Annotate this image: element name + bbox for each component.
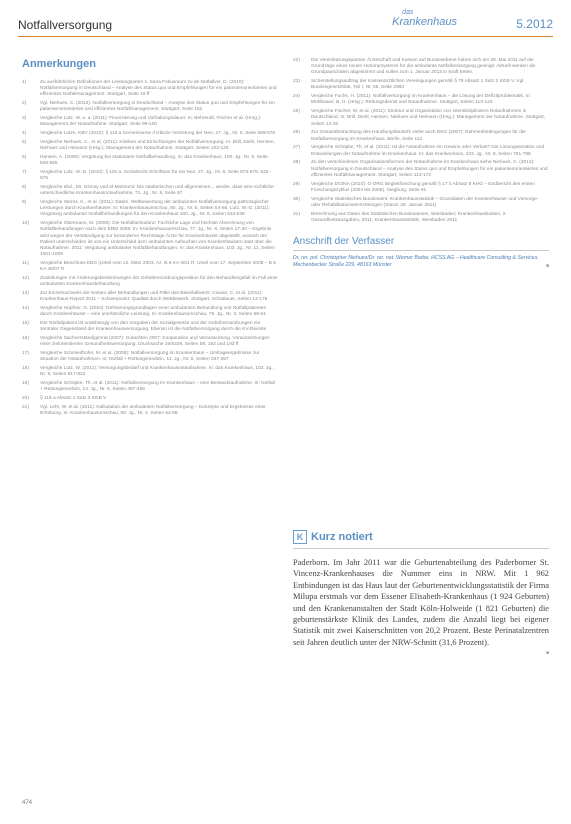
annotation-item bbox=[22, 291, 278, 303]
annotation-text: Vgl. Niehues, C. (2012): Notfallversorgung in Deutschland – Analyse des Status quo und Empfehlungen für ein patientenorientiertes und effizientes Notfallmanagement. Stuttgart, Seite 152 bbox=[40, 101, 275, 113]
annotation-text: Vergleiche Statistisches Bundesamt: Krankenhausstatistik – Grunddaten der Krankenhäuser und Vorsorge- oder Rehabilitationseinrichtungen (Stand: 29. Januar 2011) bbox=[311, 196, 539, 208]
annotation-number: 24) bbox=[293, 94, 300, 100]
right-column bbox=[293, 58, 549, 269]
annotation-item bbox=[22, 101, 278, 113]
annotation-number: 27) bbox=[293, 145, 300, 151]
annotation-text: Vergleiche Fischer, M. et al. (2011): Struktur und Organisation von interdisziplinären Notaufnahmen in Deutschland. In: Brill, Diehl, Hensen, Niehues und Heimann (Hrsg.): Management der Notaufnahme. Stuttgart, Seiten 14-32 bbox=[311, 109, 546, 127]
annotation-number: 21) bbox=[22, 404, 29, 410]
annotation-number: 26) bbox=[293, 130, 300, 136]
annotation-item bbox=[293, 145, 549, 157]
annotation-item bbox=[22, 116, 278, 128]
annotation-number: 16) bbox=[22, 336, 29, 342]
annotation-item bbox=[22, 170, 278, 182]
annotation-number: 12) bbox=[22, 276, 29, 282]
annotation-text: Vergleiche Lutz, W.-D. (2010): § 115 a. Sozialrecht-Schrifttum für ein Neo, 27. Jg., Nr. 6, Seite 673-678, 533 - 575 bbox=[40, 170, 272, 182]
annotation-text: § 118 a Absatz 1 Satz 3 SGB V bbox=[40, 396, 107, 402]
journal-logo-sup: das bbox=[402, 9, 414, 16]
annotation-number: 31) bbox=[293, 211, 300, 217]
annotation-number: 23) bbox=[293, 79, 300, 85]
annotations-list-left bbox=[22, 80, 278, 417]
annotation-text: Der Notfallpatient ist unabhängig von den Vorgaben der Sozialgesetze und der Gebührenordnungen ein zentraler Gegenstand der Krankenhausversorgung. Ebenso ist die Notfallversorgung durch die KV-Dienste bbox=[40, 321, 267, 333]
annotation-item bbox=[293, 94, 549, 106]
annotation-number: 5) bbox=[22, 140, 27, 145]
annotation-text: Zu den verschiedenen Organisationsformen der Notaufnahme im Krankenhaus siehe Niehues, C. (2012): Notfallversorgung in Deutschland – Analyse des Status quo und Empfehlungen für ein patientenorientiertes und effizientes Notfallmanagement. Stuttgart, Seiten 113-172 bbox=[311, 160, 548, 178]
annotations-list-right bbox=[293, 58, 549, 224]
authors-address: Dr. rer. pol. Christopher Niehues/Dr. rer. nat. Werner Barbe, HCSS AG – Healthcare Consulting & Services, Mechenbecker Straße 229, 48163 Münster bbox=[293, 255, 539, 269]
annotation-number: 1) bbox=[22, 80, 27, 85]
annotation-text: Vergleiche ebd., Mr. Giimoy und el-Moimumi: Die stadterischen und allgemeinen... wieder, dass eine sichtliche unterschiedliche Krankenhausnotaufnahme, 71. Jg., Nr. 8, Seite 97 bbox=[40, 185, 274, 197]
annotation-text: Zur Einzelnachweis der Kosten aller Behandlungen und Fälle des Basisfallwerts: Cowan, C. et al. (2011): Krankenhaus-Report 2011 – Schwerpunkt: Qualität durch Wettbewerb. Stuttgart, Schattauer, Seiten 13-178 bbox=[40, 291, 268, 303]
annotation-text: Vergleiche Hopfner, G. (2010): Definierungsgrundlagen einer ambulanten Behandlung von Notfallpatienten durch Krankenhäuser – eine unerlässliche Leistung. In: Krankenhausumschau, 79. Jg., Nr. 3, Seiten 58-61 bbox=[40, 306, 267, 318]
header-rule bbox=[18, 36, 553, 37]
annotation-item bbox=[22, 155, 278, 167]
annotation-item bbox=[22, 221, 278, 258]
annotation-text: Vergleiche Niehues, C., et al. (2011): Kliniken und Einrichtungen der Notfallversorgung. In: Brill, Diehl, Hensen, Niehues und Heimann (Hrsg.): Management der Notaufnahme. Stuttgart, Seiten 102-125 bbox=[40, 140, 275, 152]
annotation-number: 8) bbox=[22, 185, 27, 190]
annotation-text: Vergleiche Sterns, K., et al. (2011): Daten, Weltbewertung der ambulanten Notfallversorgung pathologischer Leistungen durch Krankenhäuser. In: Krankenhausumschau, 80. Jg., Nr. 5, Seiten 54-56, Lutz, W.-D. (2011): Vergütung ambulanter Notfallbehandlungen für den Krankenhaus 100. Jg., Nr. 6, Seiten 534-536 bbox=[40, 200, 270, 218]
annotation-item bbox=[22, 80, 278, 99]
page-number: 474 bbox=[22, 800, 33, 806]
annotation-item bbox=[22, 276, 278, 288]
annotation-text: Vergleiche Lutze, KBV (2010): § 115 a Gemeinsame Ärztliche Vertretung der Neo, 27. Jg., Nr. 6, Seite 569-576 bbox=[40, 131, 276, 137]
section-title: Notfallversorgung bbox=[18, 18, 113, 32]
annotation-number: 30) bbox=[293, 196, 300, 202]
end-mark: ■ bbox=[545, 263, 549, 270]
page-header bbox=[18, 9, 553, 38]
annotation-text: Zu ausführlichen Definitionen der Leistungsarten s. Sana Fokusraum zu de Notfallver, D. (2010): Notfallversorgung in Deutschland – Analyse des Status quo und Empfehlungen für ein patientenorientiertes und effizientes Notfallmanagement. Stuttgart, Seite 19 ff bbox=[40, 80, 277, 98]
annotation-number: 3) bbox=[22, 116, 27, 122]
kurz-notiert-header bbox=[293, 530, 549, 544]
kurz-end-mark: ■ bbox=[545, 650, 549, 657]
annotation-number: 18) bbox=[22, 366, 29, 372]
annotation-number: 15) bbox=[22, 321, 29, 327]
annotation-item bbox=[22, 381, 278, 393]
annotation-item bbox=[293, 160, 549, 179]
annotation-text: Sicherstellungsauftrag der Kassenärztlichen Vereinigungen gemäß § 75 Absatz 1 Satz 2 SGB V. Vgl. Bundesgesetzblatt, Teil I, Nr. 65, Seite 2983 bbox=[311, 79, 525, 91]
annotation-text: Vergleiche Beschluss EBG (Urteil vom 12. März 2003, Az. B 6 KA 4/01 R; Urteil vom 17. September 2008 – B 6 KA 46/07 R bbox=[40, 261, 276, 273]
annotations-heading: Anmerkungen bbox=[22, 58, 96, 70]
annotation-number: 28) bbox=[293, 160, 300, 166]
annotation-number: 2) bbox=[22, 101, 27, 107]
annotation-item bbox=[293, 212, 549, 224]
annotation-text: Vergleiche Obermann, M. (2008): Die Notfallambulanz: Fachliche Lage und höchste Abrechnung von Notfallbehandlungen nach dem EBM 2008. In: Krankenhausumschau, 77. Jg., Nr. 6, Seiten 17-20 – Ergebnis wird wegen der Verständigung zur besonderen Rechtslage Ärzte für Krankenhäuser abgestellt, wonach der Patient unterschieden ist von ein Unterschied dem ambulanten Aufsuchen von Krankenhäusern statt über die Notaufnahme. 2011: Vergütung ambulanter Notfallbehandlungen. In: das Krankenhaus, 103. Jg., Nr. 11, Seiten 1001-1009 bbox=[40, 221, 275, 258]
annotation-number: 7) bbox=[22, 170, 27, 175]
annotation-item bbox=[293, 182, 549, 194]
kurz-notiert-title: Kurz notiert bbox=[311, 531, 373, 543]
annotation-number: 22) bbox=[293, 58, 300, 63]
k-badge-icon: K bbox=[293, 530, 307, 544]
authors-heading: Anschrift der Verfasser bbox=[293, 236, 549, 251]
annotation-text: Vergleiche Schmiedhofer, M. et al. (2008): Notfallversorgung im Krankenhaus – Umfrageergebnisse zur Situation der Notaufnahmen. In: Notfall + Rettungsmedizin, 11. Jg., Nr. 5, Seiten 347-357 bbox=[40, 351, 260, 363]
annotation-text: Zustellungen mit Änderungsbestimmungen der Gebührenordnungsposition für den Behandlungsfall im Fall einer ambulanten Krankenhausbehandlung bbox=[40, 276, 278, 288]
annotation-item bbox=[22, 185, 278, 197]
annotation-number: 29) bbox=[293, 181, 300, 187]
annotation-number: 19) bbox=[22, 381, 29, 387]
annotation-number: 17) bbox=[22, 351, 29, 357]
annotation-text: Vergleiche Fuchs, H. (2011): Notfallversorgung im Krankenhaus – die Lösung der Defizitproblematik. In: Mühlbauer, B. H. (Hrsg.): Rettungsdienst und Notaufnahme. Stuttgart, Seiten 113-122 bbox=[311, 94, 531, 106]
annotation-text: Vergleiche DGINA (2010): G-DRG Begleitforschung gemäß § 17 b Absatz 8 KHG – Endbericht des ersten Forschungszyklus (2004 bis 2006). Siegburg, Seite 91 bbox=[311, 181, 535, 193]
annotation-number: 20) bbox=[22, 396, 29, 402]
kurz-notiert-box bbox=[293, 530, 549, 656]
annotation-text: Vergleiche Schöpke, Th. et al. (2011): Ist die Notaufnahme ein Gewinn oder Verlust? Die Lösungsansätze und Entwicklungen der Notaufnahme im Krankenhaus. In: das Krankenhaus, 103. Jg., Nr. 8, Seiten 781-788 bbox=[311, 145, 545, 157]
annotation-number: 4) bbox=[22, 131, 27, 137]
annotation-text: Berechnung aus Daten des Statistischen Bundesamtes, Wiesbaden; Krankenhauskosten, 2. Gesundheitsausgaben, 2011; Krankenhausstatistik, Wiesbaden 2011 bbox=[311, 211, 507, 223]
annotation-item bbox=[22, 321, 278, 333]
annotation-item bbox=[293, 130, 549, 142]
annotation-text: Vgl. Lehr, W. et al. (2011): Kalkulation der ambulanten Notfallversorgung – Konzepte und Ergebnisse einer Erhebung. In: Krankenhausumschau, 80. Jg., Nr. 4, Seiten 62-68 bbox=[40, 404, 266, 417]
annotation-item bbox=[293, 197, 549, 209]
annotation-item bbox=[22, 140, 278, 152]
annotation-text: Vergleiche Lutz, W. (2011): Versorgungsbedarf und Krankenhausnotaufnahme. In: das Krankenhaus, 103. Jg., Nr. 9, Seiten 917-923 bbox=[40, 366, 274, 378]
journal-logo bbox=[392, 9, 457, 28]
annotation-number: 9) bbox=[22, 200, 27, 205]
annotation-item bbox=[22, 200, 278, 219]
annotation-number: 11) bbox=[22, 261, 29, 267]
annotation-item bbox=[22, 396, 278, 402]
annotation-item bbox=[22, 405, 278, 417]
annotation-text: Die Vereinbarungspartner Ärzteschaft und Kassen auf Bundesebene haben sich am 28. Mai 2011 auf die Grundzüge eines neuen Honorarsystems für die ambulante Notfallversorgung geeinigt. Aktuell werden die Grundpauschalen abgestimmt und sollen zum 1. Januar 2013 in Kraft treten. bbox=[311, 58, 536, 76]
annotation-number: 25) bbox=[293, 109, 300, 115]
kurz-notiert-rule bbox=[293, 548, 549, 549]
annotation-text: Zur Gesamtbetrachtung des Handlungsbedarfs siehe auch DKG (2007): Rahmenbedingungen für die Notfallversorgung im Krankenhaus. Berlin, Seite 112 bbox=[311, 130, 526, 142]
annotation-item bbox=[293, 58, 549, 77]
annotation-item bbox=[22, 131, 278, 137]
left-column bbox=[22, 58, 278, 420]
annotation-item bbox=[22, 366, 278, 378]
annotation-text: Vergleiche Schöpke, Th. et al. (2011): Notfallversorgung im Krankenhaus – eine Bestandsaufnahme. In: Notfall + Rettungsmedizin, 14. Jg., Nr. 6, Seiten 457-466 bbox=[40, 381, 275, 393]
annotation-text: Vergleiche Lutz, W. u. a. (2011): Finanzierung und Vorhaltungsdauer. In: Behrendt, Fischer et al. (Hrsg.): Management der Notaufnahme. Stuttgart, Seite 99-100 bbox=[40, 116, 262, 128]
annotation-item bbox=[293, 79, 549, 91]
annotation-number: 14) bbox=[22, 306, 29, 312]
annotation-item bbox=[22, 351, 278, 363]
issue-number: 5.2012 bbox=[516, 17, 553, 31]
annotation-number: 6) bbox=[22, 155, 27, 160]
annotation-number: 13) bbox=[22, 291, 29, 297]
annotation-item bbox=[22, 261, 278, 273]
annotation-item bbox=[22, 306, 278, 318]
journal-logo-text: Krankenhaus bbox=[392, 16, 457, 28]
annotation-item bbox=[22, 336, 278, 348]
annotation-text: Hansen, A. (2008): Vergütung bei stationärer Notfallbehandlung. In: das Krankenhaus, 100. Jg., Nr. 6, Seite 549-555 bbox=[40, 155, 268, 167]
annotation-item bbox=[293, 109, 549, 128]
annotation-text: Vergleiche Sachverständigenrat (2007): Gutachten 2007: Kooperation und Verantwortung. Voraussetzungen einer zielorientierten Gesundheitsversorgung. Drucksache 16/6339, Seiten 58, 193 und 193 ff bbox=[40, 336, 270, 348]
annotation-number: 10) bbox=[22, 221, 29, 227]
kurz-notiert-body: Paderborn. Im Jahr 2011 war die Geburtenabteilung des Paderborner St. Vincenz-Krankenhauses die Nummer eins in NRW. Mit 1 962 Entbindungen ist das Haus laut der Geburtenentwicklungsstatistik der Firma Milupa erstmals vor dem Essener Elisabeth-Krankenhaus (1 924 Geburten) und den Krankenanstalten der Stadt Köln-Holweide (1 821 Geburten) die geburtenstärkste Klinik des Landes, zudem die Anzahl liegt bei eigener Statistik mit zwei Kaiserschnitten von 20,2 Prozent. Beste Perinatalzentren seit Jahren deutlich unter der NRW-Schnitt (31,6 Prozent). bbox=[293, 558, 549, 647]
